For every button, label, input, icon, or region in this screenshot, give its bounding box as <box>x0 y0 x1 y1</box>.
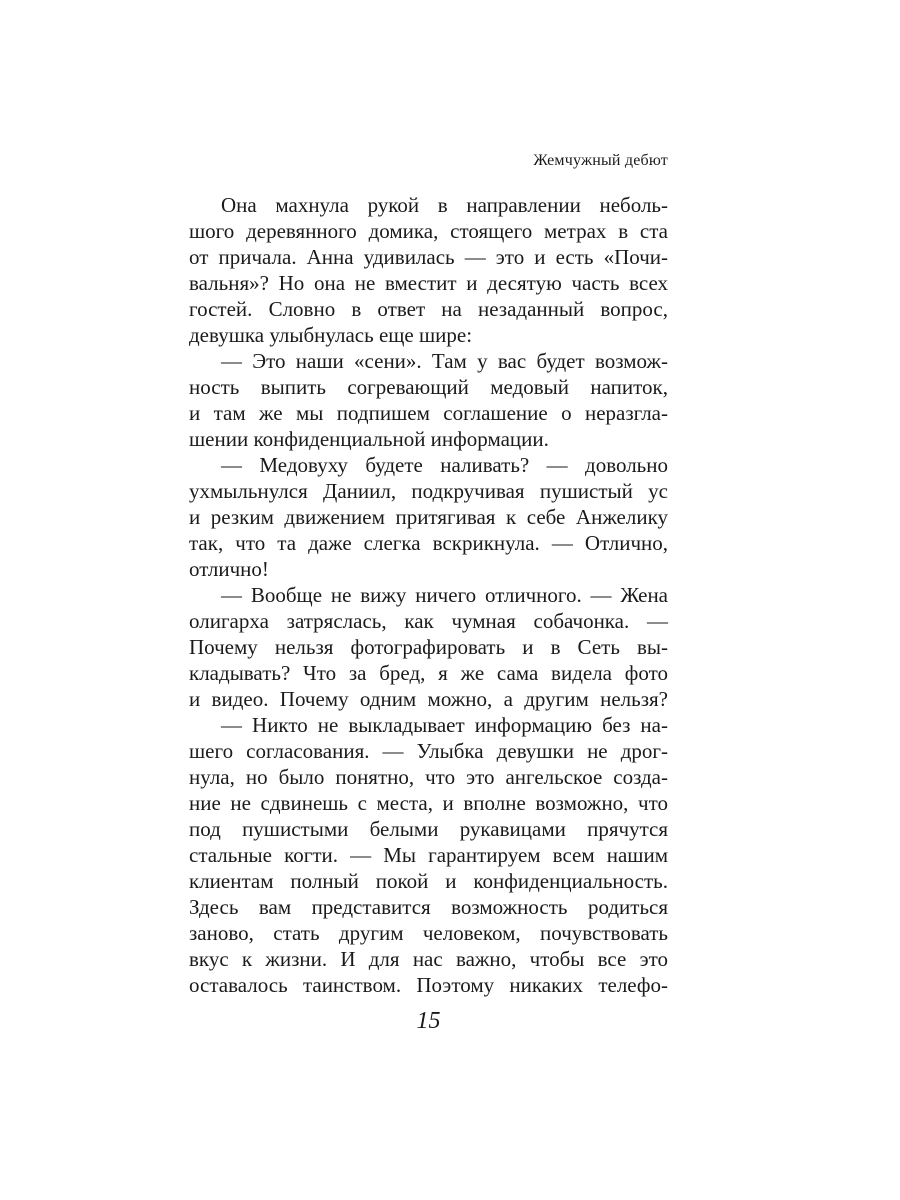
text-line: кладывать? Что за бред, я же сама видела фото <box>189 661 668 685</box>
text-line: и видео. Почему одним можно, а другим нельзя? <box>189 687 668 711</box>
text-line: заново, стать другим человеком, почувствовать <box>189 921 668 945</box>
text-line: Здесь вам представится возможность родиться <box>189 895 668 919</box>
text-line: ность выпить согревающий медовый напиток, <box>189 375 668 399</box>
text-line: олигарха затряслась, как чумная собачонка. — <box>189 609 668 633</box>
text-line: ние не сдвинешь с места, и вполне возможно, что <box>189 791 668 815</box>
text-line: ухмыльнулся Даниил, подкручивая пушистый ус <box>189 479 668 503</box>
text-line: вкус к жизни. И для нас важно, чтобы все это <box>189 947 668 971</box>
text-line: оставалось таинством. Поэтому никаких телефо- <box>189 973 668 997</box>
text-line: девушка улыбнулась еще шире: <box>189 323 473 347</box>
text-line: так, что та даже слегка вскрикнула. — Отлично, <box>189 531 668 555</box>
text-line: — Это наши «сени». Там у вас будет возмож- <box>221 349 668 373</box>
text-line: шого деревянного домика, стоящего метрах в ста <box>189 219 668 243</box>
text-line: отлично! <box>189 557 269 581</box>
text-line: нула, но было понятно, что это ангельское созда- <box>189 765 668 789</box>
text-line: шении конфиденциальной информации. <box>189 427 549 451</box>
text-line: — Никто не выкладывает информацию без на- <box>221 713 668 737</box>
text-line: — Медовуху будете наливать? — довольно <box>221 453 668 477</box>
text-line: стальные когти. — Мы гарантируем всем нашим <box>189 843 668 867</box>
running-head: Жемчужный дебют <box>533 152 668 169</box>
text-line: Она махнула рукой в направлении неболь- <box>221 193 668 217</box>
body-text <box>189 192 668 998</box>
text-line: гостей. Словно в ответ на незаданный вопрос, <box>189 297 668 321</box>
text-line: клиентам полный покой и конфиденциальность. <box>189 869 668 893</box>
page-number: 15 <box>416 1008 441 1034</box>
text-line: Почему нельзя фотографировать и в Сеть вы- <box>189 635 668 659</box>
text-line: под пушистыми белыми рукавицами прячутся <box>189 817 668 841</box>
text-line: — Вообще не вижу ничего отличного. — Жена <box>221 583 668 607</box>
text-line: и резким движением притягивая к себе Анжелику <box>189 505 668 529</box>
text-line: от причала. Анна удивилась — это и есть «Почи- <box>189 245 668 269</box>
text-line: шего согласования. — Улыбка девушки не дрог- <box>189 739 668 763</box>
text-line: вальня»? Но она не вместит и десятую часть всех <box>189 271 668 295</box>
text-line: и там же мы подпишем соглашение о неразгла- <box>189 401 668 425</box>
